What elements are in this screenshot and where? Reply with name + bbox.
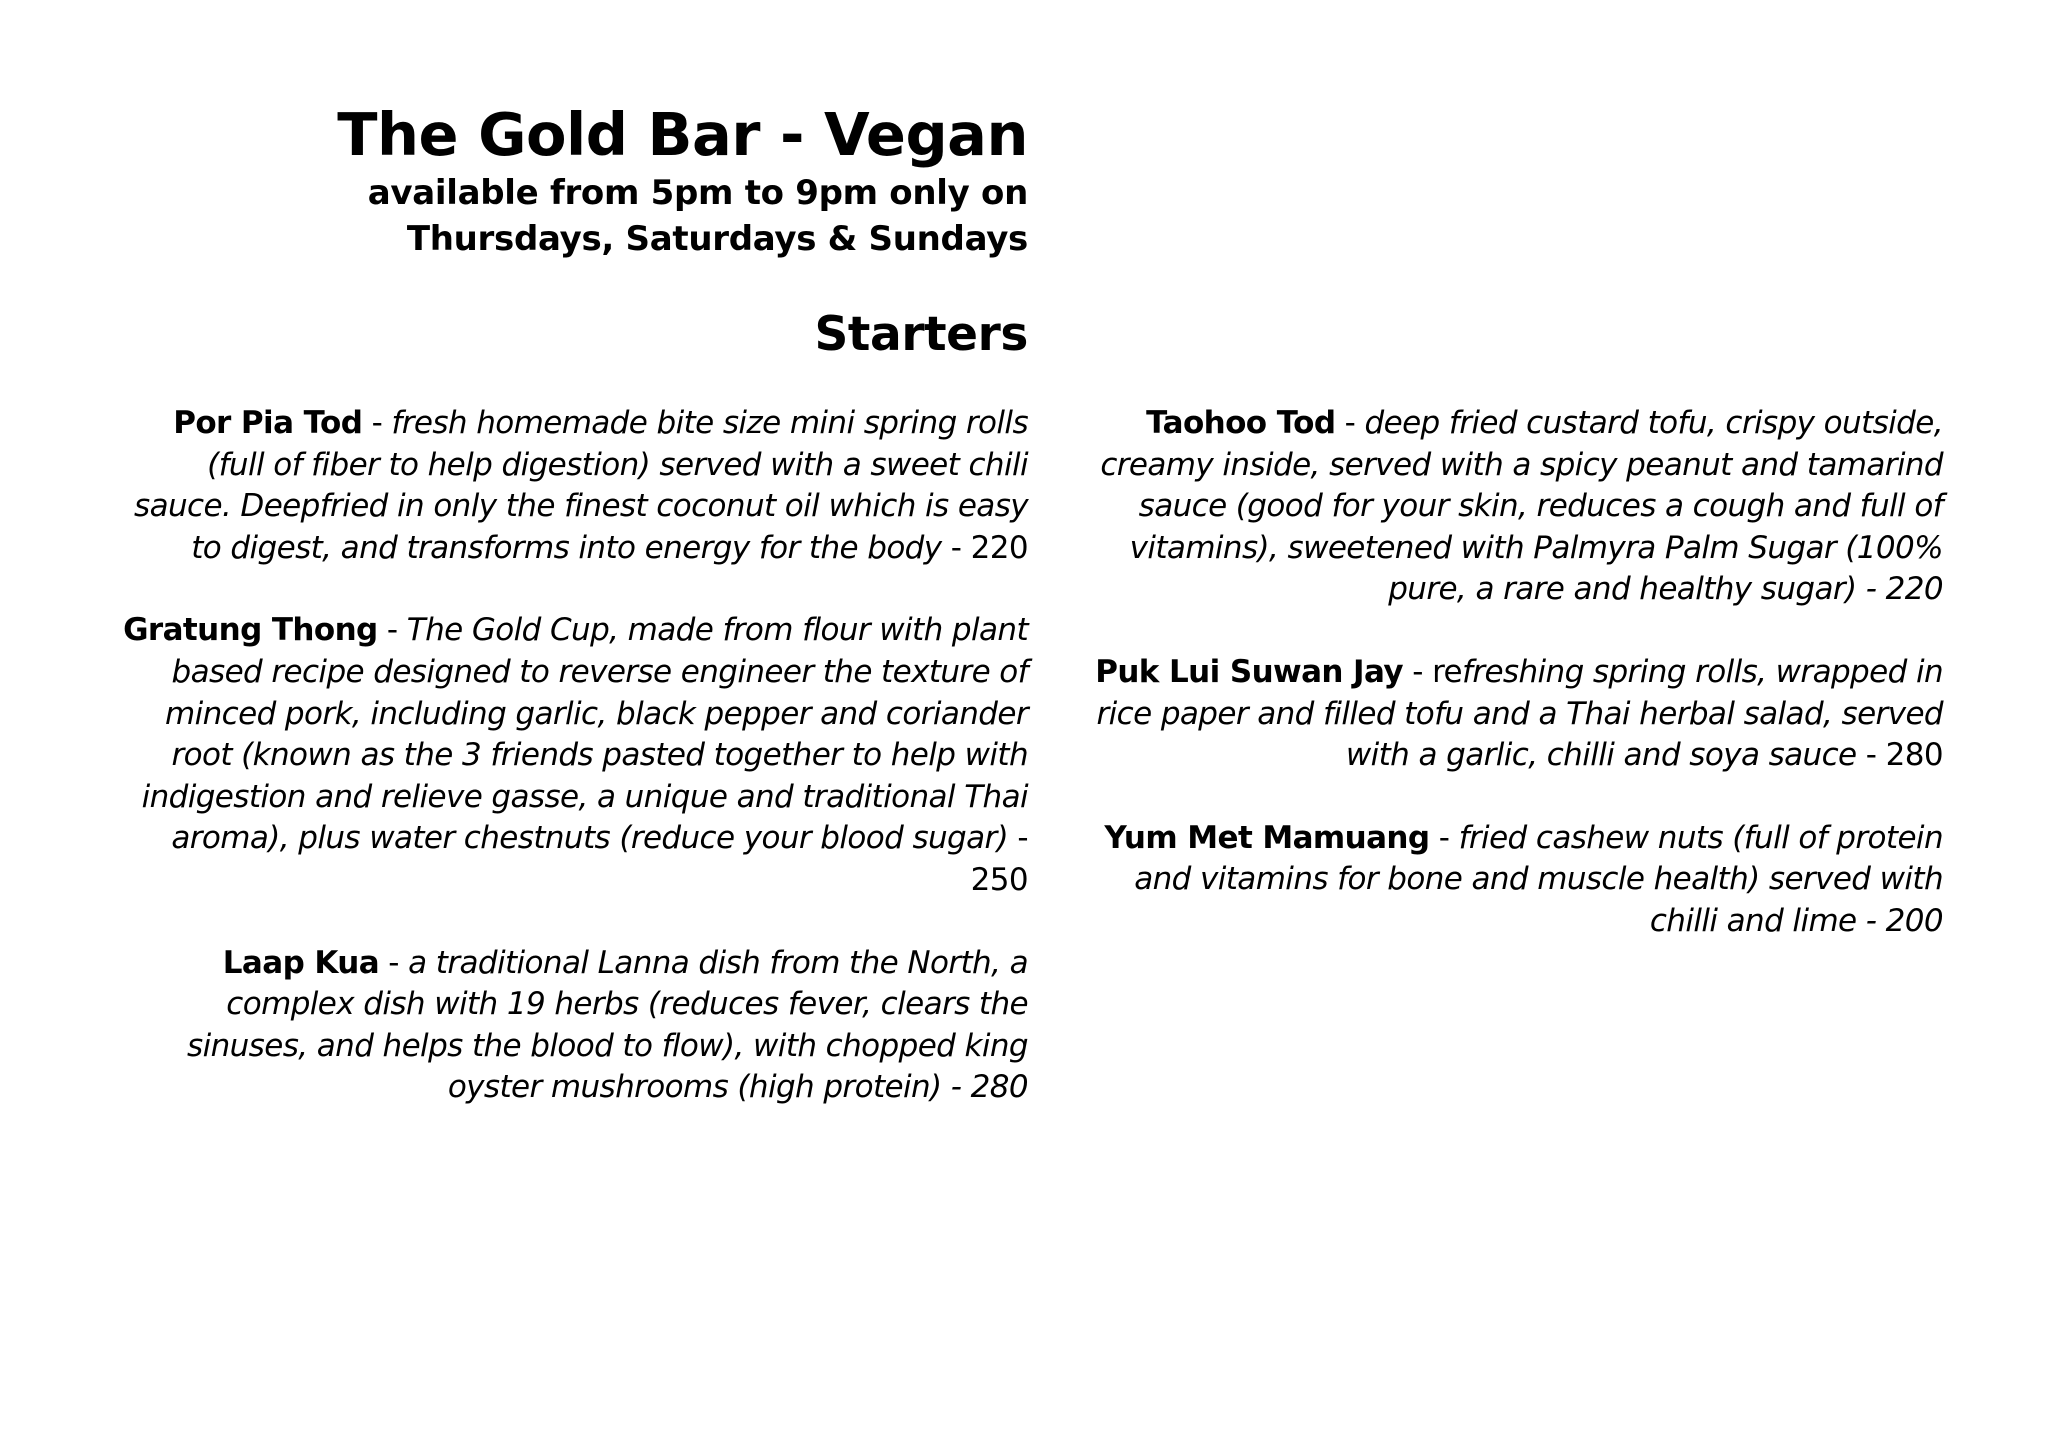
item-description: freshing spring rolls, wrapped in rice paper and filled tofu and a Thai herbal salad, served with a garlic, chilli and soya sauce (1096, 653, 1943, 774)
item-description: The Gold Cup, made from flour with plant based recipe designed to reverse engineer the texture of minced pork, including garlic, black pepper and coriander root (known as the 3 friends pasted together to help with indigestion and relieve gasse, a unique and traditional Thai aroma), plus water chestnuts (reduce your blood sugar) (141, 612, 1028, 857)
item-description: a traditional Lanna dish from the North, a complex dish with 19 herbs (reduces fever, clears the sinuses, and helps the blood to flow), with chopped king oyster mushrooms (high protein) - 280 (187, 944, 1028, 1106)
menu-header (228, 100, 1028, 262)
item-name: Yum Met Mamuang (1104, 819, 1430, 856)
item-price: 220 (970, 529, 1028, 566)
item-name: Taohoo Tod (1146, 405, 1336, 441)
item-price: 280 (1885, 737, 1943, 774)
availability-line-1: available from 5pm to 9pm only on (367, 173, 1028, 213)
item-separator: - (362, 405, 392, 441)
menu-item (108, 403, 1028, 569)
item-name: Gratung Thong (123, 612, 378, 649)
item-separator: - (1429, 819, 1459, 856)
item-name: Laap Kua (222, 944, 380, 981)
menu-item (1063, 818, 1943, 943)
item-name: Puk Lui Suwan Jay (1095, 653, 1403, 690)
availability-line-2: Thursdays, Saturdays & Sundays (406, 219, 1028, 259)
item-separator: - (377, 612, 407, 649)
item-separator: - (379, 944, 409, 981)
item-price: 250 (970, 861, 1028, 898)
item-name: Por Pia Tod (173, 405, 363, 441)
menu-column-left (108, 403, 1028, 1150)
item-separator: - (1335, 405, 1365, 441)
item-price-separator: - (1008, 820, 1028, 857)
menu-item (108, 943, 1028, 1109)
menu-item (1063, 403, 1943, 611)
item-price-separator: - (941, 529, 971, 566)
item-separator: - re (1402, 653, 1462, 690)
item-description: fresh homemade bite size mini spring rolls (full of fiber to help digestion) served with a sweet chili sauce. Deepfried in only the finest coconut oil which is easy to digest, and transforms into energy for the body (134, 405, 1028, 566)
menu-item (1063, 652, 1943, 777)
menu-title: The Gold Bar - Vegan (337, 100, 1028, 169)
item-description: deep fried custard tofu, crispy outside, creamy inside, served with a spicy peanut and tamarind sauce (good for your skin, reduces a cough and full of vitamins), sweetened with Palmyra Palm Sugar (100% pure, a rare and healthy sugar) - 220 (1100, 405, 1943, 608)
item-price-separator: - (1856, 737, 1886, 774)
item-description: fried cashew nuts (full of protein and vitamins for bone and muscle health) served with chilli and lime - 200 (1134, 819, 1943, 939)
section-title-starters: Starters (814, 307, 1028, 362)
menu-column-right (1063, 403, 1943, 984)
menu-item (108, 610, 1028, 901)
